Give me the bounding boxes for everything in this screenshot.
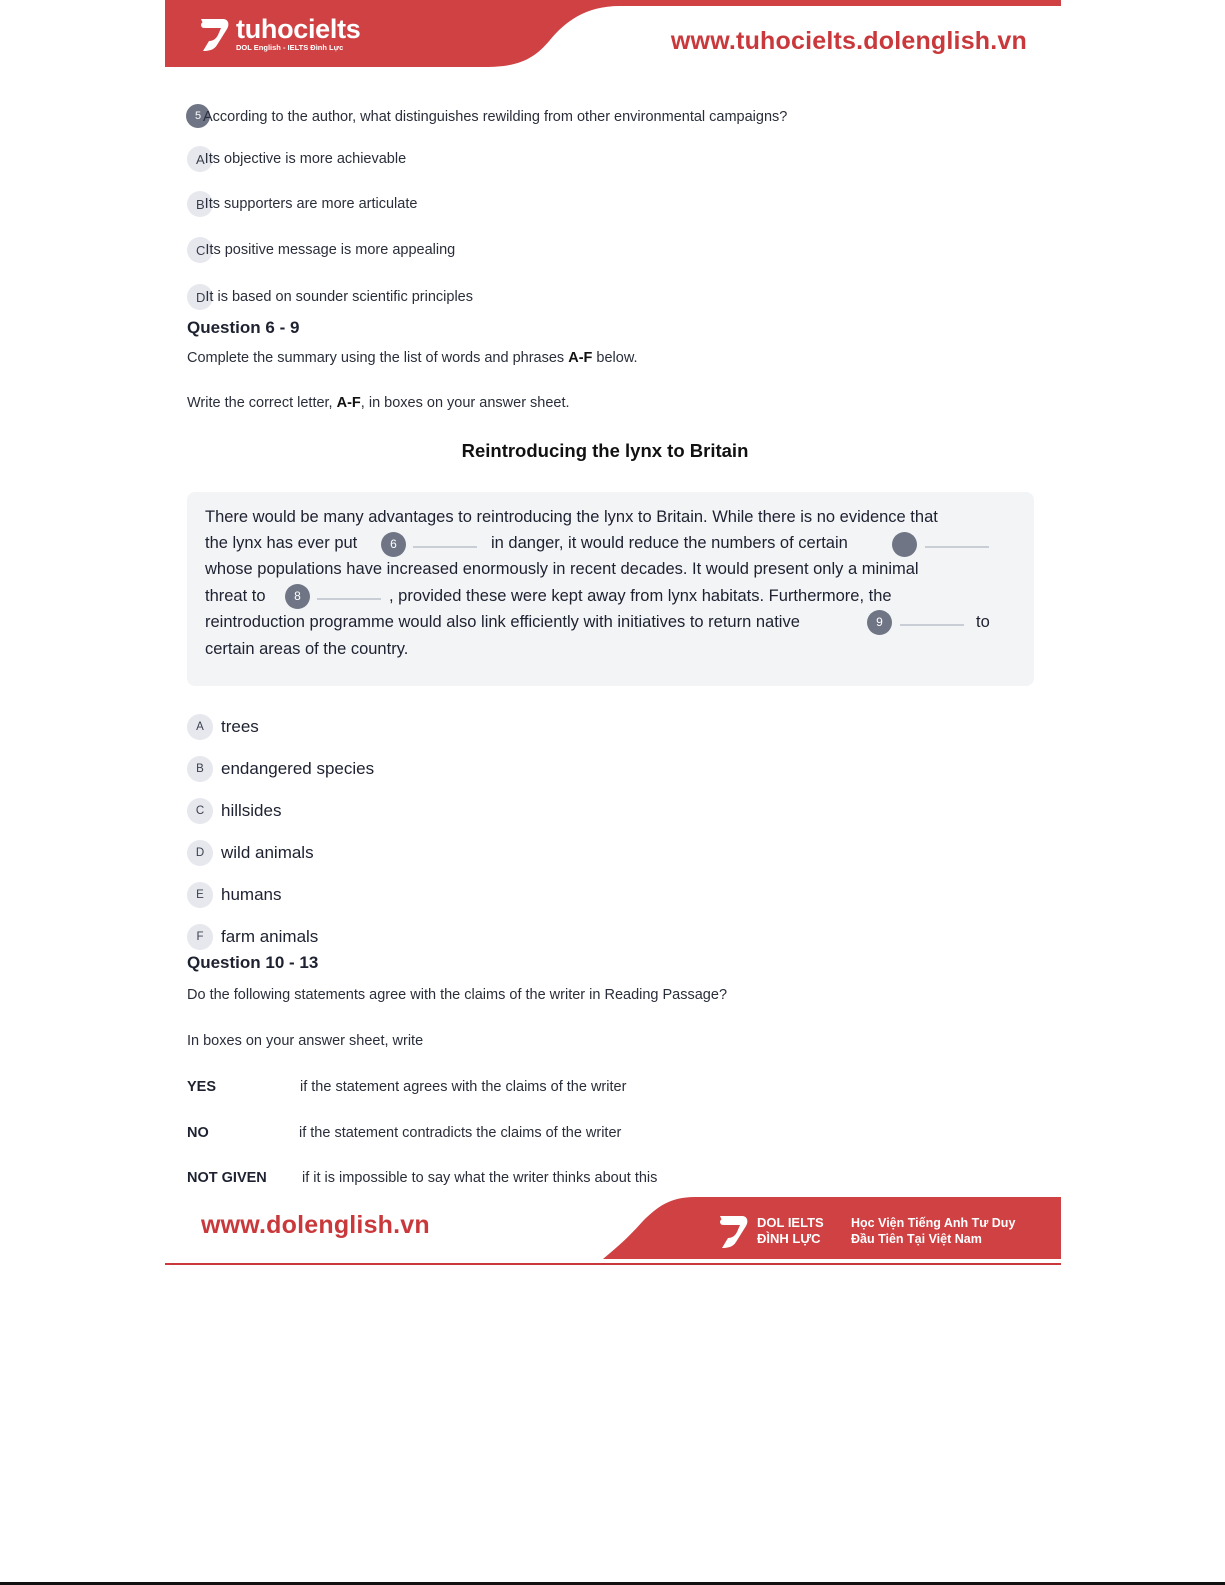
option-text: Its objective is more achievable bbox=[204, 151, 407, 167]
option-a[interactable] bbox=[187, 146, 406, 172]
answer-blank-7[interactable] bbox=[925, 546, 989, 548]
option-d[interactable] bbox=[187, 284, 473, 310]
slogan-line-2: Đầu Tiên Tại Việt Nam bbox=[851, 1232, 982, 1246]
option-text: Its supporters are more articulate bbox=[204, 196, 418, 212]
option-letter: C bbox=[196, 242, 206, 258]
summary-box bbox=[187, 492, 1034, 686]
slogan-line-1: Học Viện Tiếng Anh Tư Duy bbox=[851, 1216, 1016, 1230]
option-letter-badge: E bbox=[187, 882, 213, 908]
brand-name: tuhocielts bbox=[236, 13, 361, 44]
option-letter-badge: D bbox=[187, 840, 213, 866]
option-b[interactable] bbox=[187, 191, 417, 217]
summary-line-4b: , provided these were kept away from lynx habitats. Furthermore, the bbox=[389, 587, 892, 605]
instruction-1: Complete the summary using the list of words and phrases A-F below. bbox=[187, 350, 638, 366]
key-not-given-desc: if it is impossible to say what the writer thinks about this bbox=[302, 1170, 658, 1186]
blank-number-6[interactable]: 6 bbox=[381, 532, 406, 557]
option-text: trees bbox=[221, 717, 259, 736]
footer-slogan bbox=[851, 1215, 1015, 1247]
key-no-desc: if the statement contradicts the claims of the writer bbox=[299, 1125, 622, 1141]
option-text: farm animals bbox=[221, 927, 319, 946]
answer-blank-8[interactable] bbox=[317, 598, 381, 600]
key-not-given: NOT GIVEN bbox=[187, 1170, 267, 1186]
brand-subtitle: DOL English - IELTS Đình Lực bbox=[236, 42, 344, 52]
question-prompt: According to the author, what distinguishes rewilding from other environmental campaigns? bbox=[203, 109, 788, 125]
option-c[interactable] bbox=[187, 237, 455, 263]
dol-brand-line-1: DOL IELTS bbox=[757, 1215, 824, 1230]
summary-line-3: whose populations have increased enormously in recent decades. It would present only a minimal bbox=[205, 560, 919, 578]
summary-line-1: There would be many advantages to reintroducing the lynx to Britain. While there is no evidence that bbox=[205, 508, 938, 526]
option-letter-badge: B bbox=[187, 756, 213, 782]
page-footer bbox=[165, 1197, 1061, 1265]
option-letter: D bbox=[196, 289, 206, 305]
instruction-3: Do the following statements agree with the claims of the writer in Reading Passage? bbox=[187, 987, 728, 1003]
option-text: It is based on sounder scientific principles bbox=[205, 289, 473, 305]
summary-line-4a: threat to bbox=[205, 587, 266, 605]
document-page bbox=[165, 0, 1061, 1265]
option-letter-badge: F bbox=[187, 924, 213, 950]
option-letter-badge: A bbox=[187, 714, 213, 740]
summary-line-5a: reintroduction programme would also link efficiently with initiatives to return native bbox=[205, 613, 800, 631]
page-header bbox=[165, 0, 1061, 67]
instruction-2: Write the correct letter, A-F, in boxes on your answer sheet. bbox=[187, 395, 570, 411]
blank-number-9[interactable]: 9 bbox=[867, 610, 892, 635]
tuhocielts-logo[interactable] bbox=[197, 14, 361, 54]
dol-brand-line-2: ĐÌNH LỰC bbox=[757, 1231, 821, 1246]
option-letter: A bbox=[196, 151, 205, 167]
option-text: endangered species bbox=[221, 759, 375, 778]
answer-blank-6[interactable] bbox=[413, 546, 477, 548]
answer-blank-9[interactable] bbox=[900, 624, 964, 626]
instruction-4: In boxes on your answer sheet, write bbox=[187, 1033, 424, 1049]
option-text: humans bbox=[221, 885, 282, 904]
option-text: wild animals bbox=[221, 843, 314, 862]
option-letter-badge: C bbox=[187, 798, 213, 824]
key-yes-desc: if the statement agrees with the claims of the writer bbox=[300, 1079, 627, 1095]
summary-line-2b: in danger, it would reduce the numbers of certain bbox=[491, 534, 848, 552]
section-heading-6-9: Question 6 - 9 bbox=[187, 318, 300, 337]
option-text: Its positive message is more appealing bbox=[205, 242, 456, 258]
summary-line-6: certain areas of the country. bbox=[205, 640, 409, 658]
option-text: hillsides bbox=[221, 801, 282, 820]
key-yes: YES bbox=[187, 1079, 217, 1095]
dol-mark-icon bbox=[716, 1212, 750, 1250]
dol-logo[interactable] bbox=[716, 1212, 824, 1250]
option-letter: B bbox=[196, 196, 205, 212]
summary-title: Reintroducing the lynx to Britain bbox=[461, 440, 749, 461]
summary-line-5b: to bbox=[976, 613, 990, 631]
blank-number-7[interactable] bbox=[892, 532, 917, 557]
footer-site-link[interactable]: www.dolenglish.vn bbox=[201, 1211, 430, 1239]
question-number-badge: 5 bbox=[186, 104, 210, 128]
blank-number-8[interactable]: 8 bbox=[285, 584, 310, 609]
section-heading-10-13: Question 10 - 13 bbox=[187, 953, 319, 972]
brand-mark-icon bbox=[197, 15, 231, 53]
key-no: NO bbox=[187, 1125, 209, 1141]
summary-line-2a: the lynx has ever put bbox=[205, 534, 358, 552]
footer-divider bbox=[165, 1263, 1061, 1265]
header-site-link[interactable]: www.tuhocielts.dolenglish.vn bbox=[670, 27, 1027, 55]
